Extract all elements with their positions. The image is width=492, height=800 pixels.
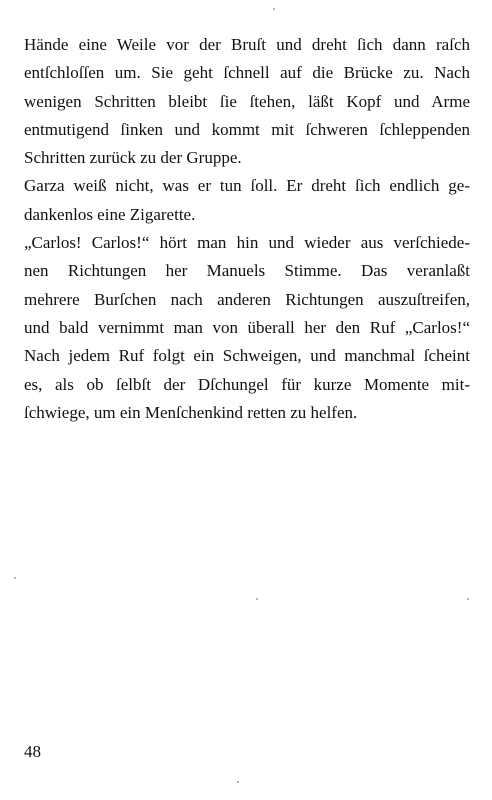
text-line: Hände eine Weile vor der Bruſt und dreht ſich dann raſch [24,35,470,54]
paper-speck [237,781,239,783]
paper-speck [273,8,275,10]
text-line: mehrere Burſchen nach anderen Richtungen auszuſtreifen, [24,289,470,309]
text-line: wenigen Schritten bleibt ſie ſtehen, läßt Kopf und Arme [24,91,470,111]
text-line: nen Richtungen her Manuels Stimme. Das veranlaßt [24,261,470,281]
page-number: 48 [24,742,41,761]
body-text [24,31,470,427]
text-line: ſchwiege, um ein Menſchenkind retten zu helfen. [24,402,358,422]
text-line: Schritten zurück zu der Gruppe. [24,148,242,168]
paper-speck [256,598,258,600]
text-line: entmutigend ſinken und kommt mit ſchweren ſchleppenden [24,119,470,139]
paper-speck [14,577,16,579]
text-line: Garza weiß nicht, was er tun ſoll. Er dreht ſich endlich ge- [24,176,470,196]
text-line: Nach jedem Ruf folgt ein Schweigen, und manchmal ſcheint [24,346,470,366]
text-line: und bald vernimmt man von überall her den Ruf „Carlos!“ [24,317,470,337]
text-line: dankenlos eine Zigarette. [24,204,196,224]
text-line: es, als ob ſelbſt der Dſchungel für kurze Momente mit- [24,374,470,394]
paper-speck [467,598,469,600]
text-line: „Carlos! Carlos!“ hört man hin und wieder aus verſchiede- [24,233,470,253]
text-line: entſchloſſen um. Sie geht ſchnell auf die Brücke zu. Nach [24,63,470,83]
